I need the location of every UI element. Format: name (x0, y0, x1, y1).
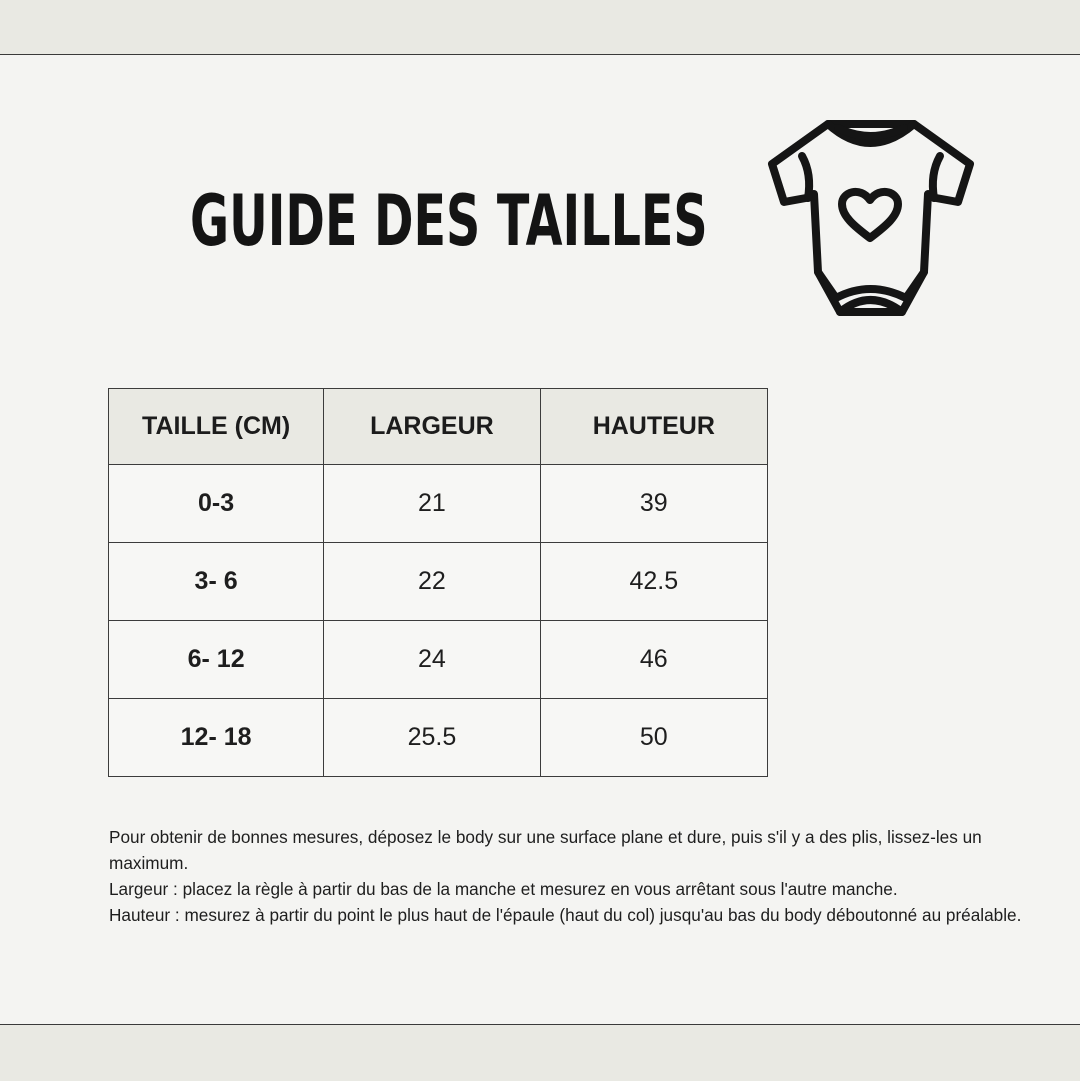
table-row (109, 543, 768, 621)
instruction-largeur: Largeur : placez la règle à partir du bas de la manche et mesurez en vous arrêtant sous l'autre manche. (109, 879, 898, 899)
width-cell: 24 (324, 621, 540, 699)
column-header-largeur: LARGEUR (324, 389, 540, 465)
height-cell: 50 (540, 699, 767, 777)
instruction-hauteur: Hauteur : mesurez à partir du point le plus haut de l'épaule (haut du col) jusqu'au bas du body déboutonné au préalable. (109, 905, 1022, 925)
table-row (109, 465, 768, 543)
height-cell: 42.5 (540, 543, 767, 621)
instruction-general: Pour obtenir de bonnes mesures, déposez le body sur une surface plane et dure, puis s'il y a des plis, lissez-les un maximum. (109, 827, 982, 873)
size-table (108, 388, 768, 777)
baby-onesie-with-heart-icon (762, 112, 978, 332)
table-row (109, 621, 768, 699)
height-cell: 46 (540, 621, 767, 699)
top-band (0, 0, 1080, 55)
width-cell: 22 (324, 543, 540, 621)
page-title: GUIDE DES TAILLES (190, 180, 708, 262)
table-header-row (109, 389, 768, 465)
measurement-instructions (109, 824, 1039, 928)
column-header-hauteur: HAUTEUR (540, 389, 767, 465)
size-cell: 3- 6 (109, 543, 324, 621)
size-cell: 12- 18 (109, 699, 324, 777)
bottom-band (0, 1024, 1080, 1081)
width-cell: 21 (324, 465, 540, 543)
size-cell: 0-3 (109, 465, 324, 543)
size-cell: 6- 12 (109, 621, 324, 699)
height-cell: 39 (540, 465, 767, 543)
width-cell: 25.5 (324, 699, 540, 777)
table-row (109, 699, 768, 777)
column-header-taille: TAILLE (CM) (109, 389, 324, 465)
